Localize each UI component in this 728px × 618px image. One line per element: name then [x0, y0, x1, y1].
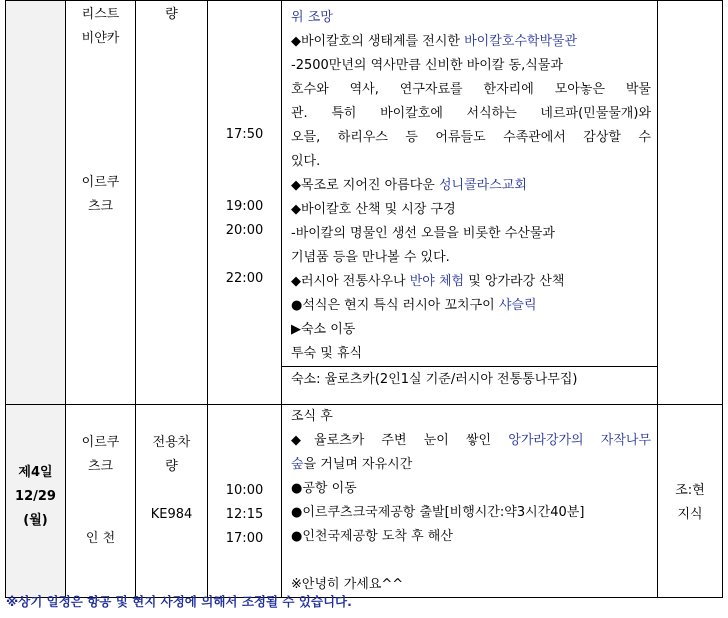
- schedule-line: 위 조망: [291, 10, 333, 25]
- meal-cell: [658, 405, 723, 598]
- transport-line: 량: [165, 7, 178, 22]
- schedule-line: ◆바이칼호의 생태계를 전시한 바이칼호수학박물관: [291, 34, 578, 49]
- meal-cell: [658, 1, 723, 405]
- schedule-cell: [282, 1, 658, 405]
- schedule-line: 조식 후: [291, 409, 333, 424]
- time-value: 10:00: [225, 483, 264, 498]
- time-value: 22:00: [225, 271, 264, 286]
- place-line: 비얀카: [81, 31, 120, 46]
- farewell-line: ※안녕히 가세요^^: [291, 577, 404, 592]
- schedule-line: ●이르쿠츠크국제공항 출발[비행시간:약3시간40분]: [291, 505, 585, 520]
- schedule-line: ●공항 이동: [291, 481, 357, 496]
- place-line: 츠크: [87, 459, 114, 474]
- schedule-line: 기념품 등을 만나볼 수 있다.: [291, 250, 450, 265]
- schedule-line: 투숙 및 휴식: [291, 346, 363, 361]
- place-cell: [66, 405, 136, 598]
- place-line: 이르쿠: [81, 435, 120, 450]
- time-value: 19:00: [225, 199, 264, 214]
- time-cell: [208, 405, 282, 598]
- day4-row: [6, 405, 723, 598]
- schedule-line: 숲을 거닐며 자유시간: [291, 457, 413, 472]
- time-cell: [208, 1, 282, 405]
- schedule-line: ●석식은 현지 특식 러시아 꼬치구이 샤슬릭: [291, 298, 537, 313]
- time-value: 20:00: [225, 223, 264, 238]
- time-value: 12:15: [225, 507, 264, 522]
- day-date: 12/29: [15, 489, 56, 504]
- schedule-line: ◆율로츠카 주변 눈이 쌓인 앙가라강가의 자작나무: [291, 433, 651, 448]
- schedule-line: ●인천국제공항 도착 후 해산: [291, 529, 453, 544]
- footer-note: ※상기 일정은 항공 및 현지 사정에 의해서 조정될 수 있습니다.: [6, 594, 352, 609]
- schedule-line: ▶숙소 이동: [291, 322, 356, 337]
- schedule-line: -2500만년의 역사만큼 신비한 바이칼 동,식물과: [291, 58, 563, 73]
- schedule-line: ◆바이칼호 산책 및 시장 구경: [291, 202, 456, 217]
- day-weekday: (월): [23, 513, 48, 528]
- schedule-line: 호수와 역사, 연구자료를 한자리에 모아놓은 박물: [291, 82, 651, 97]
- schedule-line: 관. 특히 바이칼호에 서식하는 네르파(민물물개)와: [291, 106, 651, 121]
- schedule-line: 있다.: [291, 154, 321, 169]
- transport-cell: [136, 405, 208, 598]
- lodging-info: 숙소: 율로츠카(2인1실 기준/러시아 전통통나무집): [282, 366, 657, 392]
- schedule-line: 오믈, 하리우스 등 어류들도 수족관에서 감상할 수: [291, 130, 651, 145]
- day-cell: [6, 1, 66, 405]
- meal-line: 조:현: [675, 483, 705, 498]
- day3-row: [6, 1, 723, 405]
- time-value: 17:50: [225, 127, 264, 142]
- place-line: 이르쿠: [81, 175, 120, 190]
- day-cell: [6, 405, 66, 598]
- schedule-cell: [282, 405, 658, 598]
- transport-cell: [136, 1, 208, 405]
- place-cell: [66, 1, 136, 405]
- schedule-line: ◆러시아 전통사우나 반야 체험 및 앙가라강 산책: [291, 274, 565, 289]
- meal-line: 지식: [677, 507, 703, 522]
- schedule-line: ◆목조로 지어진 아름다운 성니콜라스교회: [291, 178, 527, 193]
- place-line: 리스트: [81, 7, 120, 22]
- place-line: 인 천: [85, 531, 116, 546]
- itinerary-table: [5, 0, 723, 598]
- place-line: 츠크: [87, 199, 114, 214]
- flight-number: KE984: [150, 507, 193, 522]
- time-value: 17:00: [225, 531, 264, 546]
- transport-line: 량: [165, 459, 178, 474]
- schedule-line: -바이칼의 명물인 생선 오믈을 비롯한 수산물과: [291, 226, 555, 241]
- transport-line: 전용차: [152, 435, 191, 450]
- day-number: 제4일: [18, 465, 53, 480]
